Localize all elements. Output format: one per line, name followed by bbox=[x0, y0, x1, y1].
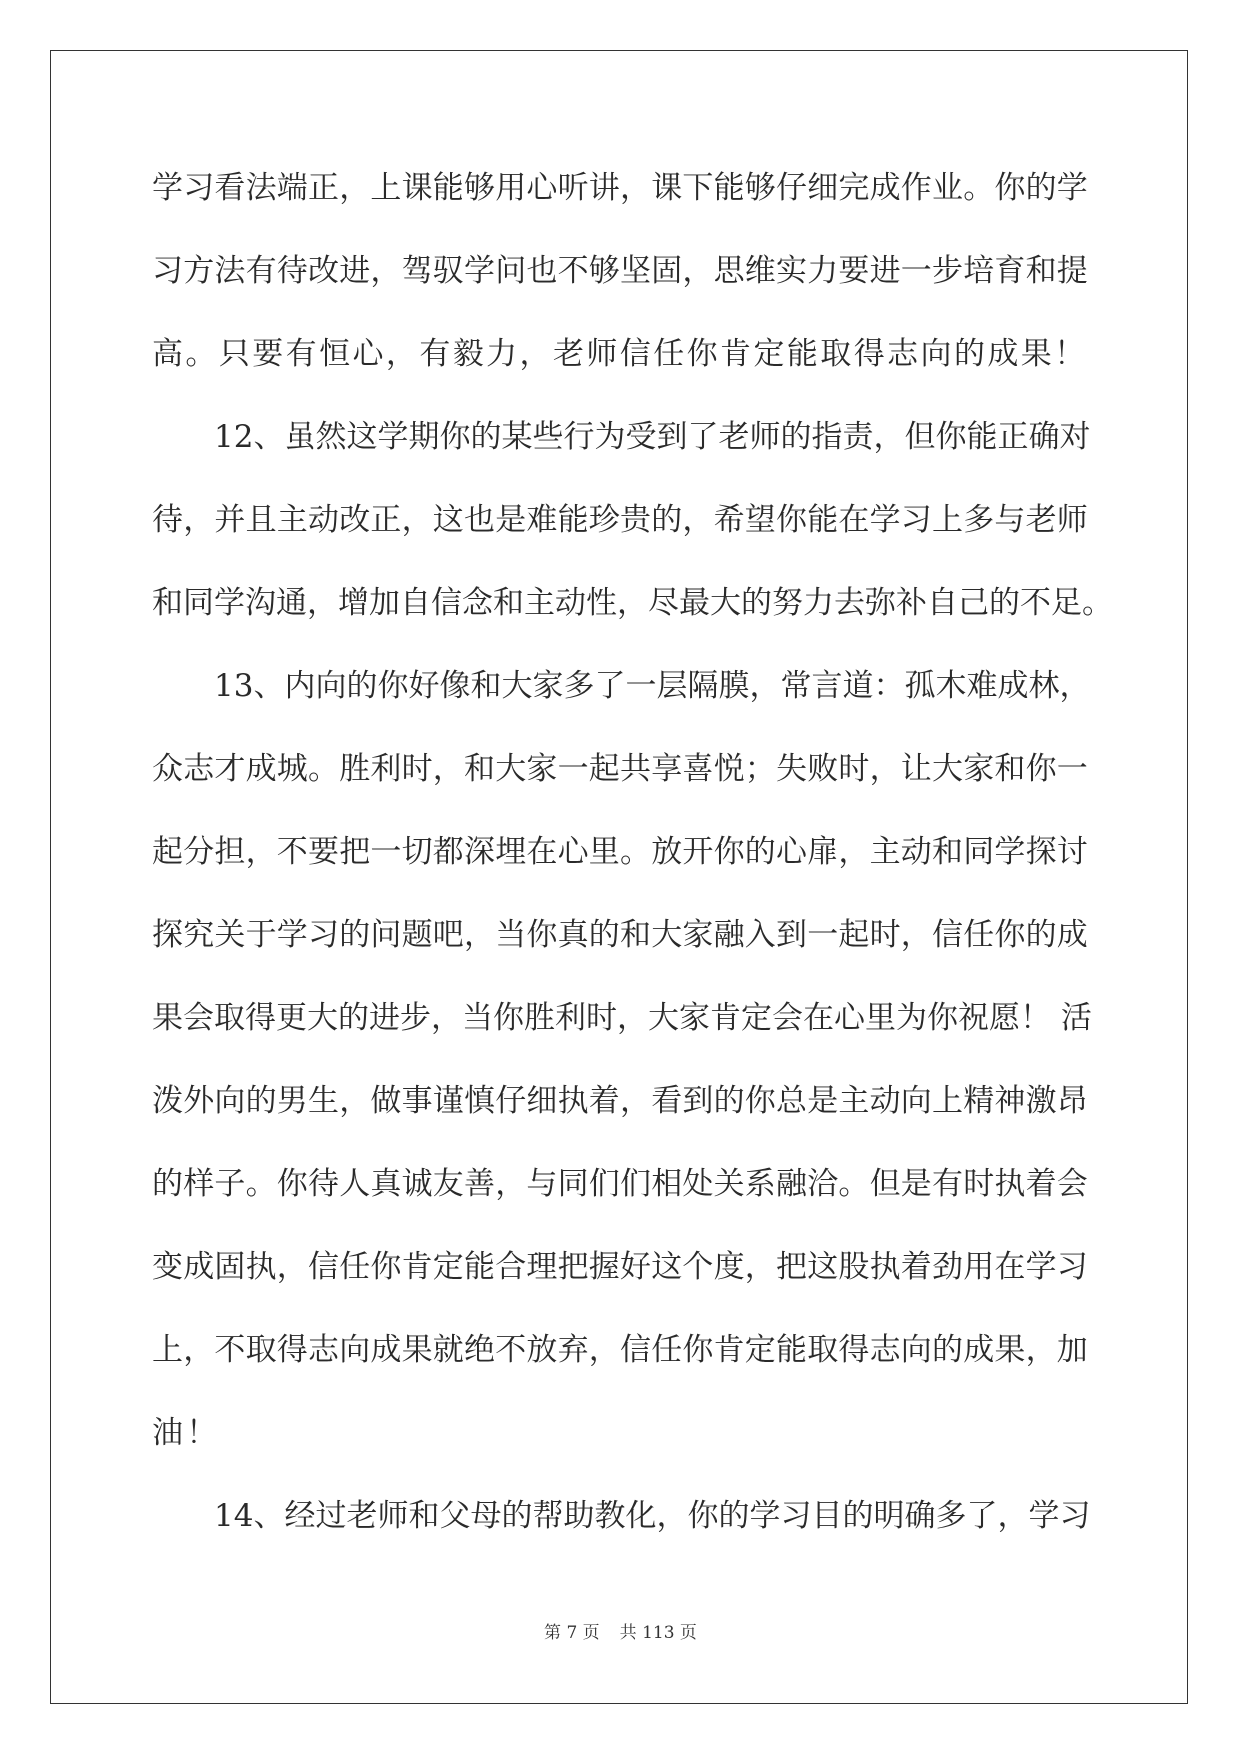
text-line: 果会取得更大的进步，当你胜利时，大家肯定会在心里为你祝愿！ 活 bbox=[152, 1000, 1092, 1036]
text-line: 泼外向的男生，做事谨慎仔细执着，看到的你总是主动向上精神激昂 bbox=[152, 1083, 1088, 1119]
text-line: 众志才成城。胜利时，和大家一起共享喜悦；失败时，让大家和你一 bbox=[152, 751, 1088, 787]
text-line: 习方法有待改进，驾驭学问也不够坚固，思维实力要进一步培育和提 bbox=[152, 253, 1088, 289]
text-line: 和同学沟通，增加自信念和主动性，尽最大的努力去弥补自己的不足。 bbox=[152, 585, 1113, 621]
page-total: 共 113 页 bbox=[619, 1623, 697, 1643]
page-number: 第 7 页 bbox=[544, 1623, 600, 1643]
text-line: 12、虽然这学期你的某些行为受到了老师的指责，但你能正确对 bbox=[214, 419, 1091, 455]
text-line: 13、内向的你好像和大家多了一层隔膜，常言道：孤木难成林， bbox=[214, 668, 1091, 704]
text-line: 变成固执，信任你肯定能合理把握好这个度，把这股执着劲用在学习 bbox=[152, 1249, 1088, 1285]
text-line: 待，并且主动改正，这也是难能珍贵的，希望你能在学习上多与老师 bbox=[152, 502, 1088, 538]
page-footer bbox=[0, 1618, 1241, 1643]
text-line: 油！ bbox=[152, 1415, 221, 1451]
document-body bbox=[152, 160, 1113, 1571]
text-line: 的样子。你待人真诚友善，与同们们相处关系融洽。但是有时执着会 bbox=[152, 1166, 1088, 1202]
text-line: 14、经过老师和父母的帮助教化，你的学习目的明确多了，学习 bbox=[214, 1498, 1091, 1534]
text-line: 起分担，不要把一切都深埋在心里。放开你的心扉，主动和同学探讨 bbox=[152, 834, 1088, 870]
text-line: 上，不取得志向成果就绝不放弃，信任你肯定能取得志向的成果，加 bbox=[152, 1332, 1088, 1368]
text-line: 探究关于学习的问题吧，当你真的和大家融入到一起时，信任你的成 bbox=[152, 917, 1088, 953]
text-line: 学习看法端正，上课能够用心听讲，课下能够仔细完成作业。你的学 bbox=[152, 170, 1088, 206]
text-line: 高。只要有恒心，有毅力，老师信任你肯定能取得志向的成果！ bbox=[152, 336, 1088, 372]
